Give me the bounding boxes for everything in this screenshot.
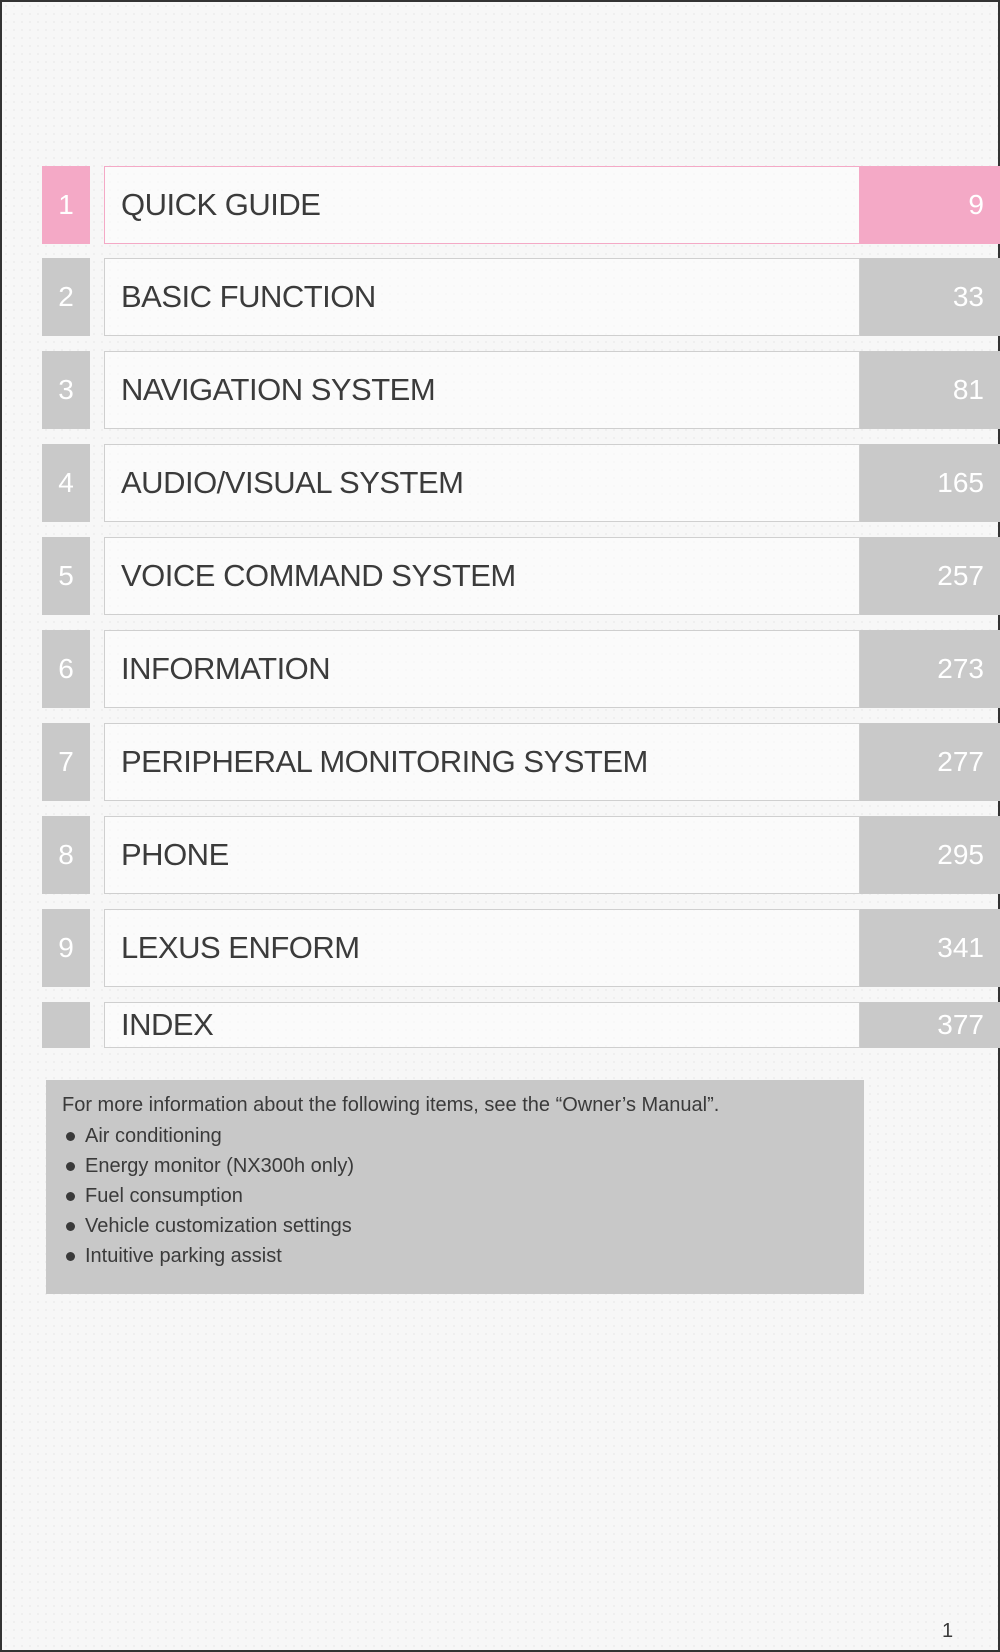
chapter-page: 9: [860, 166, 1000, 244]
chapter-number: 6: [42, 630, 90, 708]
toc-row-peripheral-monitoring-system[interactable]: [42, 723, 1000, 801]
chapter-title: INFORMATION: [121, 651, 331, 686]
chapter-title-box: [104, 166, 860, 244]
toc-row-audio-visual-system[interactable]: [42, 444, 1000, 522]
chapter-number: 1: [42, 166, 90, 244]
bullet-icon: [66, 1132, 75, 1141]
chapter-title: BASIC FUNCTION: [121, 279, 376, 314]
chapter-number: 7: [42, 723, 90, 801]
chapter-page: 81: [860, 351, 1000, 429]
chapter-page: 257: [860, 537, 1000, 615]
list-item: [62, 1121, 848, 1151]
toc-row-quick-guide[interactable]: [42, 166, 1000, 244]
toc-row-voice-command-system[interactable]: [42, 537, 1000, 615]
chapter-title-box: [104, 444, 860, 522]
owners-manual-note: [46, 1080, 864, 1294]
chapter-page: 277: [860, 723, 1000, 801]
chapter-page: 295: [860, 816, 1000, 894]
chapter-title-box: [104, 630, 860, 708]
chapter-title-box: [104, 1002, 860, 1048]
chapter-title-box: [104, 816, 860, 894]
toc-row-information[interactable]: [42, 630, 1000, 708]
chapter-title-box: [104, 723, 860, 801]
toc-row-basic-function[interactable]: [42, 258, 1000, 336]
chapter-number: 3: [42, 351, 90, 429]
chapter-number: [42, 1002, 90, 1048]
bullet-icon: [66, 1162, 75, 1171]
chapter-title-box: [104, 537, 860, 615]
list-item-text: Energy monitor (NX300h only): [85, 1155, 355, 1177]
chapter-title: PHONE: [121, 837, 229, 872]
toc-row-navigation-system[interactable]: [42, 351, 1000, 429]
list-item-text: Fuel consumption: [85, 1185, 243, 1207]
list-item-text: Vehicle customization settings: [85, 1215, 352, 1237]
chapter-title: PERIPHERAL MONITORING SYSTEM: [121, 744, 648, 779]
chapter-page: 377: [860, 1002, 1000, 1048]
bullet-icon: [66, 1252, 75, 1261]
chapter-title: VOICE COMMAND SYSTEM: [121, 558, 516, 593]
chapter-title-box: [104, 351, 860, 429]
chapter-title: AUDIO/VISUAL SYSTEM: [121, 465, 464, 500]
list-item: [62, 1181, 848, 1211]
bullet-icon: [66, 1222, 75, 1231]
list-item: [62, 1241, 848, 1271]
chapter-title: LEXUS ENFORM: [121, 930, 360, 965]
chapter-title-box: [104, 258, 860, 336]
chapter-number: 8: [42, 816, 90, 894]
chapter-page: 165: [860, 444, 1000, 522]
chapter-page: 341: [860, 909, 1000, 987]
chapter-number: 5: [42, 537, 90, 615]
list-item-text: Air conditioning: [85, 1125, 222, 1147]
list-item-text: Intuitive parking assist: [85, 1245, 282, 1267]
toc-row-index[interactable]: [42, 1002, 1000, 1048]
toc-row-lexus-enform[interactable]: [42, 909, 1000, 987]
chapter-title: INDEX: [121, 1007, 214, 1042]
note-list: [62, 1121, 848, 1271]
chapter-title-box: [104, 909, 860, 987]
note-intro: For more information about the following items, see the “Owner’s Manual”.: [62, 1094, 720, 1116]
list-item: [62, 1151, 848, 1181]
chapter-title: QUICK GUIDE: [121, 187, 321, 222]
chapter-number: 9: [42, 909, 90, 987]
bullet-icon: [66, 1192, 75, 1201]
chapter-page: 273: [860, 630, 1000, 708]
chapter-title: NAVIGATION SYSTEM: [121, 372, 436, 407]
page-number: 1: [942, 1620, 954, 1642]
chapter-number: 2: [42, 258, 90, 336]
chapter-number: 4: [42, 444, 90, 522]
list-item: [62, 1211, 848, 1241]
chapter-page: 33: [860, 258, 1000, 336]
toc-row-phone[interactable]: [42, 816, 1000, 894]
